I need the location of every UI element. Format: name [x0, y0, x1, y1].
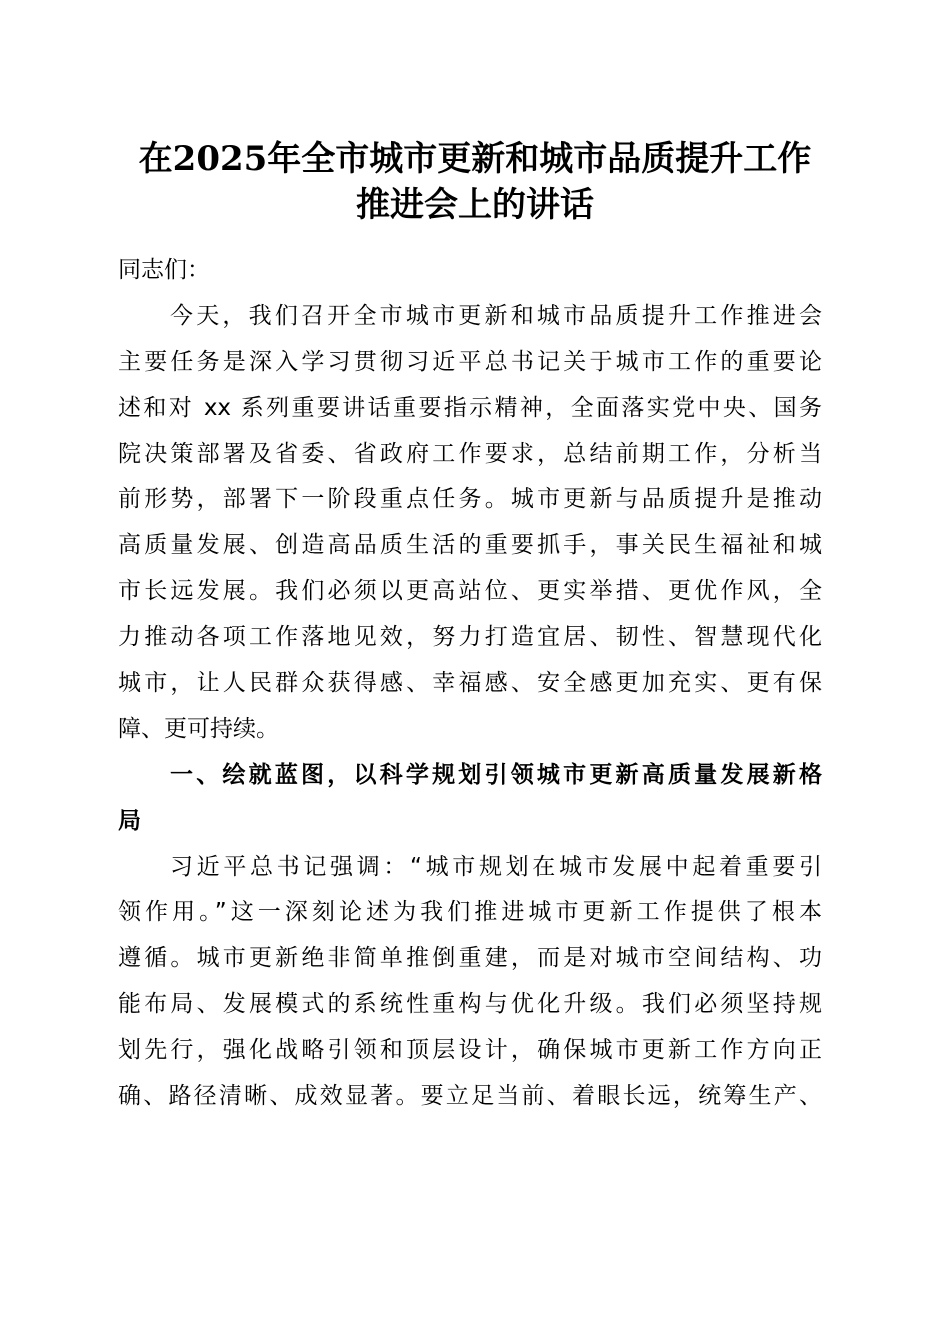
text-line: 前形势，部署下一阶段重点任务。城市更新与品质提升是推动	[118, 486, 822, 513]
text-line: 力推动各项工作落地见效，努力打造宜居、韧性、智慧现代化	[118, 624, 822, 651]
text-line: 今天，我们召开全市城市更新和城市品质提升工作推进会	[170, 302, 822, 329]
title-line-2: 推进会上的讲话	[356, 185, 594, 225]
text-line: 划先行，强化战略引领和顶层设计，确保城市更新工作方向正	[118, 1037, 822, 1064]
text-line: 确、路径清晰、成效显著。要立足当前、着眼长远，统筹生产、	[118, 1083, 822, 1110]
title-line-1: 在2025年全市城市更新和城市品质提升工作	[138, 139, 812, 179]
text-line: 领作用。”这一深刻论述为我们推进城市更新工作提供了根本	[118, 899, 822, 926]
text-line: 主要任务是深入学习贯彻习近平总书记关于城市工作的重要论	[118, 348, 822, 375]
text-line: 遵循。城市更新绝非简单推倒重建，而是对城市空间结构、功	[118, 945, 822, 972]
text-line: 局	[118, 807, 141, 834]
paragraph	[118, 294, 822, 753]
text-line: 院决策部署及省委、省政府工作要求，总结前期工作，分析当	[118, 440, 822, 467]
text-line: 市长远发展。我们必须以更高站位、更实举措、更优作风，全	[118, 578, 822, 605]
salutation: 同志们：	[118, 257, 210, 283]
text-line: 述和对 xx 系列重要讲话重要指示精神，全面落实党中央、国务	[118, 394, 822, 421]
paragraph	[118, 845, 822, 1120]
document-body	[118, 248, 822, 1120]
section-heading	[118, 753, 822, 845]
text-line: 习近平总书记强调：“城市规划在城市发展中起着重要引	[170, 853, 822, 880]
text-line: 高质量发展、创造高品质生活的重要抓手，事关民生福祉和城	[118, 532, 822, 559]
text-line: 一、绘就蓝图，以科学规划引领城市更新高质量发展新格	[170, 761, 822, 788]
document-title	[0, 136, 950, 228]
text-line: 能布局、发展模式的系统性重构与优化升级。我们必须坚持规	[118, 991, 822, 1018]
paragraphs	[118, 294, 822, 1120]
text-line: 障、更可持续。	[118, 715, 279, 742]
text-line: 城市，让人民群众获得感、幸福感、安全感更加充实、更有保	[118, 670, 822, 697]
